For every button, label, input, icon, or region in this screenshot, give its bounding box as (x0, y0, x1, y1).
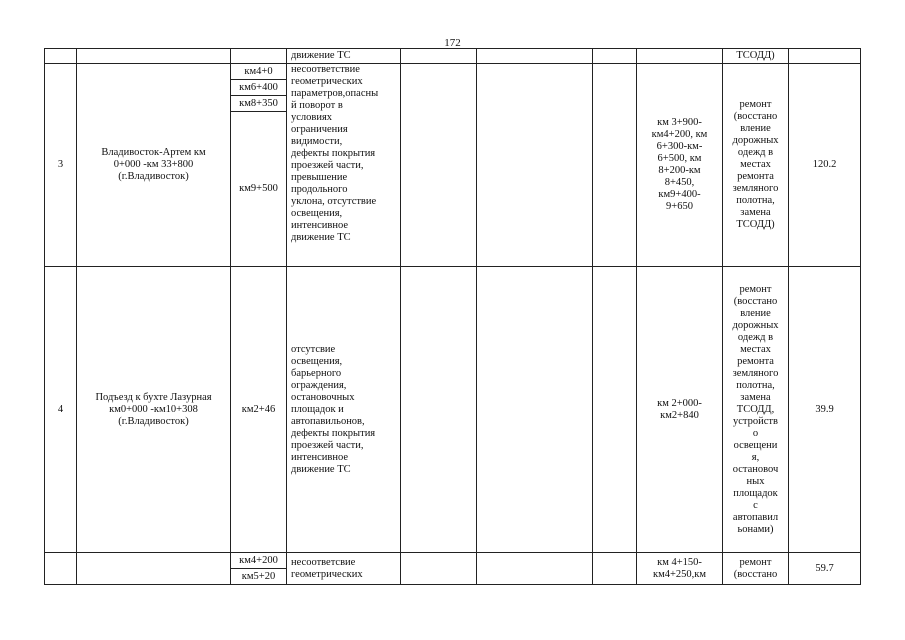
road-repair-table (44, 48, 861, 585)
empty-cell (477, 49, 593, 64)
sections-text: км 2+000- км2+840 (657, 397, 702, 421)
empty-cell (593, 267, 637, 553)
empty-cell (477, 267, 593, 553)
empty-cell (401, 49, 477, 64)
road-cell (77, 267, 231, 553)
issue-cell (287, 267, 401, 553)
km-point: км5+20 (231, 569, 287, 585)
km-point: км6+400 (231, 80, 287, 96)
road-name: Владивосток-Артем км 0+000 -км 33+800 (г.Владивосток) (101, 147, 206, 182)
work-cell (723, 64, 789, 267)
road-cell (77, 49, 231, 64)
issue-cell (287, 64, 401, 267)
num-cell (45, 49, 77, 64)
issue-text: отсутсвие освещения, барьерного ограждения, остановочных площадок и автопавильонов, дефекты покрытия проезжей части, интенсивное движение ТС (291, 343, 376, 475)
num-cell: 4 (45, 267, 77, 553)
empty-cell (401, 64, 477, 267)
empty-cell (593, 553, 637, 585)
sections-cell (637, 64, 723, 267)
empty-cell (401, 267, 477, 553)
cost-cell (789, 49, 861, 64)
work-cell: ТСОДД) (723, 49, 789, 64)
km-point: км4+0 (231, 64, 287, 80)
cost-cell: 39.9 (789, 267, 861, 553)
empty-cell (593, 49, 637, 64)
sections-text: км 3+900- км4+200, км 6+300-км- 6+500, км 8+200-км 8+450, км9+400- 9+650 (651, 117, 708, 212)
empty-cell (477, 64, 593, 267)
km-point: км8+350 (231, 96, 287, 112)
km-point: км2+46 (231, 267, 287, 553)
road-name: Подъезд к бухте Лазурная км0+000 -км10+308 (г.Владивосток) (95, 391, 212, 427)
num-cell (45, 553, 77, 585)
cost-cell: 59.7 (789, 553, 861, 585)
table-row (45, 64, 861, 80)
cost-cell: 120.2 (789, 64, 861, 267)
issue-text: несоответствие геометрических параметров,опасны й поворот в условиях ограничения видимости, дефекты покрытия проезжей части, превышение продольного уклона, отсутствие освещения, интенсивное движение ТС (291, 64, 379, 243)
road-cell (77, 553, 231, 585)
work-cell (723, 553, 789, 585)
table-row (45, 267, 861, 553)
sections-cell (637, 49, 723, 64)
km-point: км9+500 (231, 112, 287, 267)
sections-text: км 4+150- км4+250,км (652, 556, 707, 580)
table-row (45, 49, 861, 64)
sections-cell (637, 553, 723, 585)
issue-cell: движение ТС (287, 49, 401, 64)
issue-text: несоответсвие геометрических (291, 556, 363, 580)
work-text: ремонт (восстано вление дорожных одежд в местах ремонта земляного полотна, замена ТСОДД) (732, 99, 779, 230)
sections-cell (637, 267, 723, 553)
issue-cell (287, 553, 401, 585)
km-point: км4+200 (231, 553, 287, 569)
work-text: ремонт (восстано вление дорожных одежд в местах ремонта земляного полотна, замена ТСОДД, устройств о освещени я, остановоч ных площадок с автопавил ьонами) (732, 283, 779, 535)
road-cell (77, 64, 231, 267)
empty-cell (593, 64, 637, 267)
table-row (45, 553, 861, 569)
work-cell (723, 267, 789, 553)
km-cell (231, 49, 287, 64)
page-number: 172 (444, 37, 461, 49)
work-text: ремонт (восстано (733, 556, 778, 580)
empty-cell (477, 553, 593, 585)
empty-cell (401, 553, 477, 585)
num-cell: 3 (45, 64, 77, 267)
